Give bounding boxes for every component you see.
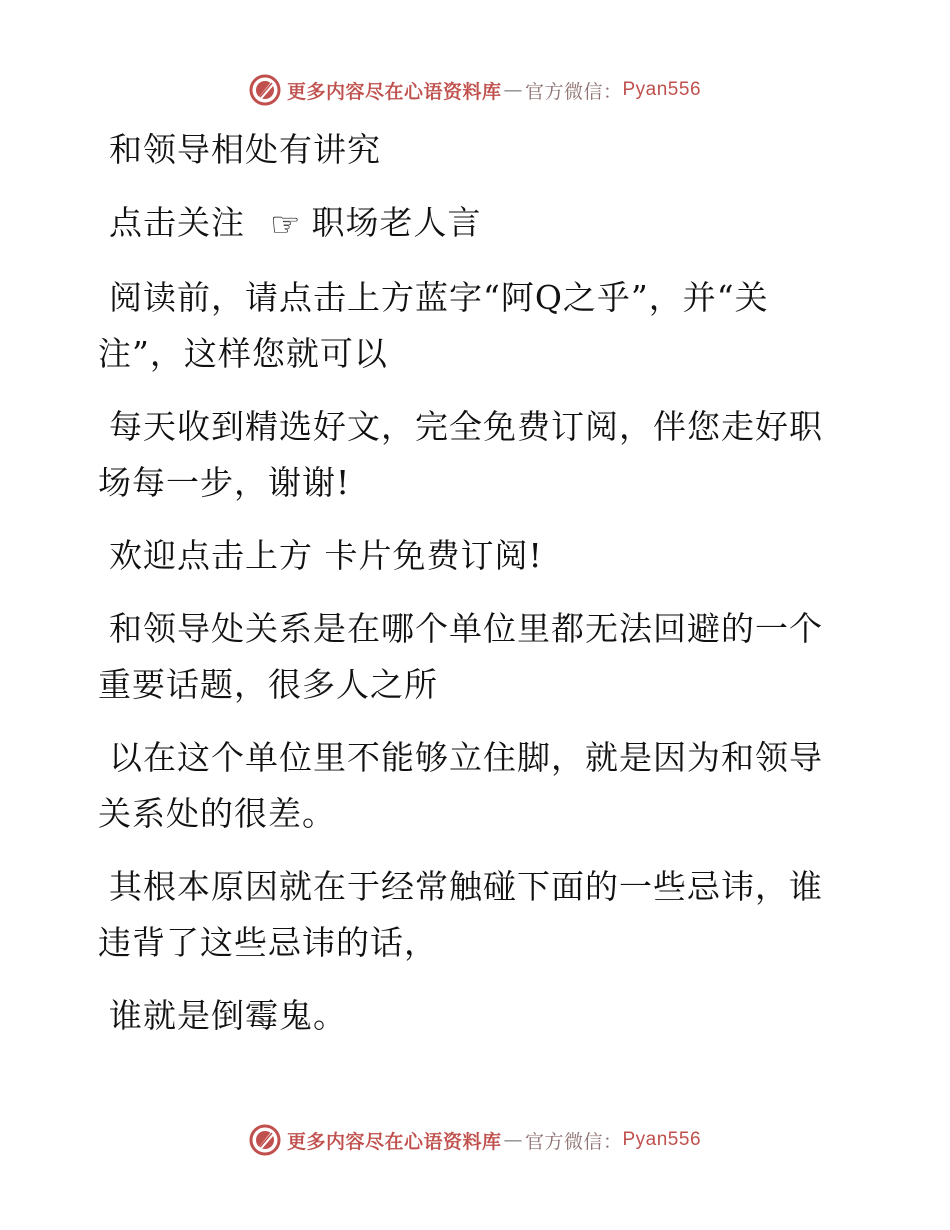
article-title: 和领导相处有讲究 bbox=[109, 130, 381, 169]
pen-nib-seal-icon bbox=[249, 1124, 281, 1156]
watermark-main-text: 更多内容尽在心语资料库 bbox=[286, 80, 502, 103]
watermark-handle: Pyan556 bbox=[622, 1129, 702, 1150]
watermark-tail-text: 官方微信： bbox=[524, 80, 623, 103]
watermark-dash: — bbox=[503, 79, 523, 101]
follow-prefix: 点击关注 bbox=[109, 203, 245, 242]
header-watermark bbox=[0, 70, 950, 110]
paragraph-5: 以在这个单位里不能够立住脚，就是因为和领导关系处的很差。 bbox=[98, 738, 823, 833]
paragraph-3: 欢迎点击上方 卡片免费订阅! bbox=[109, 536, 543, 575]
paragraph-4: 和领导处关系是在哪个单位里都无法回避的一个重要话题，很多人之所 bbox=[98, 609, 823, 704]
follow-suffix: 职场老人言 bbox=[311, 203, 482, 242]
pen-nib-seal-icon bbox=[249, 74, 281, 106]
watermark-tail-text: 官方微信： bbox=[524, 1130, 623, 1153]
watermark-handle: Pyan556 bbox=[622, 79, 702, 100]
follow-line[interactable] bbox=[98, 195, 838, 253]
watermark-dash: — bbox=[503, 1129, 523, 1151]
watermark-main-text: 更多内容尽在心语资料库 bbox=[286, 1130, 502, 1153]
paragraph-1: 阅读前，请点击上方蓝字“阿Q之乎”，并“关注”，这样您就可以 bbox=[98, 278, 769, 373]
pointing-hand-icon: ☞ bbox=[270, 205, 302, 245]
article-body bbox=[98, 122, 838, 1061]
footer-watermark bbox=[0, 1120, 950, 1160]
paragraph-7: 谁就是倒霉鬼。 bbox=[109, 996, 347, 1035]
paragraph-6: 其根本原因就在于经常触碰下面的一些忌讳，谁违背了这些忌讳的话， bbox=[98, 867, 823, 962]
paragraph-2: 每天收到精选好文，完全免费订阅，伴您走好职场每一步，谢谢! bbox=[98, 407, 823, 502]
